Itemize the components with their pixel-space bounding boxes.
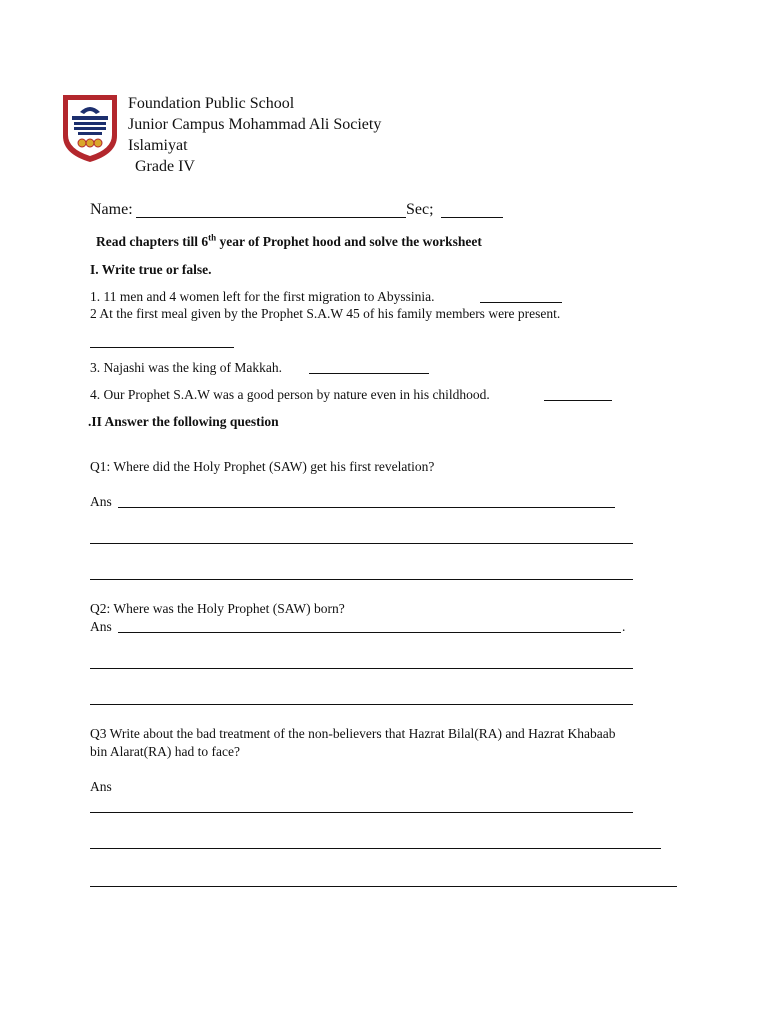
school-logo [60,92,120,164]
q1-answer-line-1[interactable] [118,507,615,508]
question-3-line-2: bin Alarat(RA) had to face? [90,744,240,759]
q1-answer-line-3[interactable] [90,579,633,580]
question-1: Q1: Where did the Holy Prophet (SAW) get his first revelation? [90,459,435,474]
question-2: Q2: Where was the Holy Prophet (SAW) born? [90,601,345,616]
school-crest-icon [60,92,120,164]
q1-answer-line-2[interactable] [90,543,633,544]
q3-answer-line-1[interactable] [90,812,633,813]
grade-label: Grade IV [135,158,195,175]
q2-answer-line-2[interactable] [90,668,633,669]
sec-label: Sec; [406,201,434,218]
q1-ans-label: Ans [90,494,112,509]
subject-name: Islamiyat [128,137,188,154]
name-label: Name: [90,201,133,218]
tf-blank-3[interactable] [309,373,429,374]
tf-blank-1[interactable] [480,302,562,303]
tf-item-2: 2 At the first meal given by the Prophet S.A.W 45 of his family members were present. [90,306,561,321]
question-3-line-1: Q3 Write about the bad treatment of the non-believers that Hazrat Bilal(RA) and Hazrat Khabaab [90,726,616,741]
sec-blank[interactable] [441,217,503,218]
tf-blank-4[interactable] [544,400,612,401]
tf-blank-2[interactable] [90,347,234,348]
q2-answer-line-3[interactable] [90,704,633,705]
q2-ans-label: Ans [90,619,112,634]
tf-item-3: 3. Najashi was the king of Makkah. [90,360,282,375]
section1-title: I. Write true or false. [90,262,212,277]
tf-item-1: 1. 11 men and 4 women left for the first migration to Abyssinia. [90,289,435,304]
name-blank[interactable] [136,217,406,218]
q3-ans-label: Ans [90,779,112,794]
section2-title: .II Answer the following question [88,414,279,429]
school-name: Foundation Public School [128,95,295,112]
q3-answer-line-2[interactable] [90,848,661,849]
tf-item-4: 4. Our Prophet S.A.W was a good person by nature even in his childhood. [90,387,490,402]
q3-answer-line-3[interactable] [90,886,677,887]
q2-period: . [622,619,626,634]
campus-name: Junior Campus Mohammad Ali Society [128,116,382,133]
instruction-text: Read chapters till 6th year of Prophet hood and solve the worksheet [96,232,482,249]
q2-answer-line-1[interactable] [118,632,621,633]
